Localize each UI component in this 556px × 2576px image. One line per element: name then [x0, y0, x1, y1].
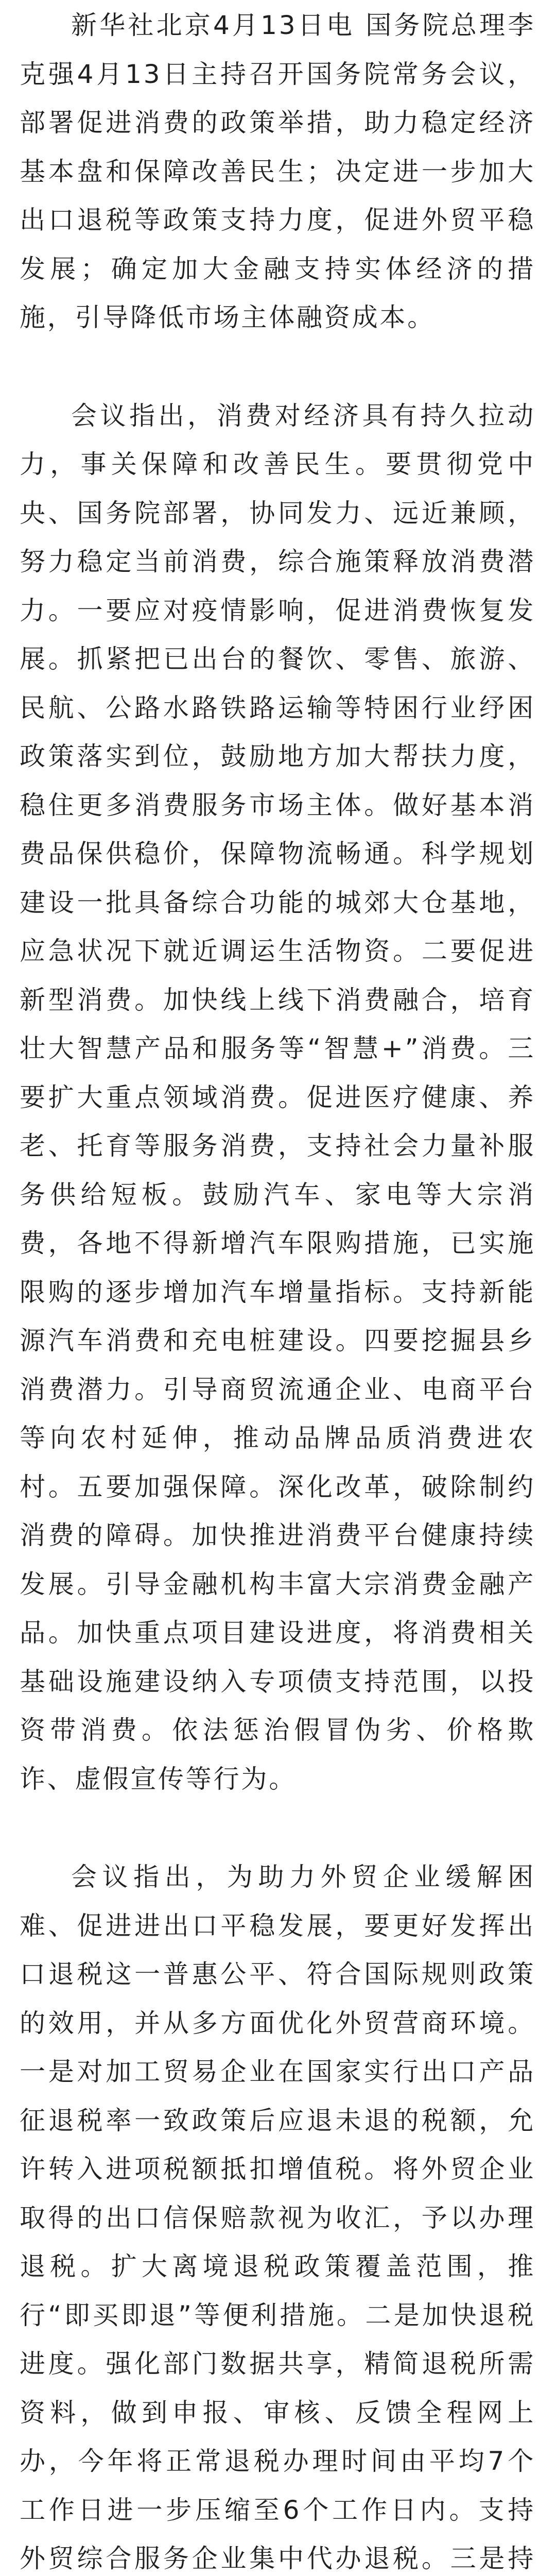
article-paragraph-consumption: 会议指出，消费对经济具有持久拉动力，事关保障和改善民生。要贯彻党中央、国务院部署，协同发力、远近兼顾，努力稳定当前消费，综合施策释放消费潜力。一要应对疫情影响，促进消费恢复发展。抓紧把已出台的餐饮、零售、旅游、民航、公路水路铁路运输等特困行业纾困政策落实到位，鼓励地方加大帮扶力度，稳住更多消费服务市场主体。做好基本消费品保供稳价，保障物流畅通。科学规划建设一批具备综合功能的城郊大仓基地，应急状况下就近调运生活物资。二要促进新型消费。加快线上线下消费融合，培育壮大智慧产品和服务等“智慧+”消费。三要扩大重点领域消费。促进医疗健康、养老、托育等服务消费，支持社会力量补服务供给短板。鼓励汽车、家电等大宗消费，各地不得新增汽车限购措施，已实施限购的逐步增加汽车增量指标。支持新能源汽车消费和充电桩建设。四要挖掘县乡消费潜力。引导商贸流通企业、电商平台等向农村延伸，推动品牌品质消费进农村。五要加强保障。深化改革，破除制约消费的障碍。加快推进消费平台健康持续发展。引导金融机构丰富大宗消费金融产品。加快重点项目建设进度，将消费相关基础设施建设纳入专项债支持范围，以投资带消费。依法惩治假冒伪劣、价格欺诈、虚假宣传等行为。 [20, 400, 535, 1794]
article-paragraph-export-tax-rebate: 会议指出，为助力外贸企业缓解困难、促进进出口平稳发展，要更好发挥出口退税这一普惠公平、符合国际规则政策的效用，并从多方面优化外贸营商环境。一是对加工贸易企业在国家实行出口产品征退税率一致政策后应退未退的税额，允许转入进项税额抵扣增值税。将外贸企业取得的出口信保赔款视为收汇，予以办理退税。扩大离境退税政策覆盖范围，推行“即买即退”等便利措施。二是加快退税进度。强化部门数据共享，精简退税所需资料，做到申报、审核、反馈全程网上办，今年将正常退税办理时间由平均7个工作日进一步压缩至6个工作日内。支持外贸综合服务企业集中代办退税。三是持 [20, 1862, 535, 2573]
news-article [20, 1, 535, 2576]
article-paragraph-lead: 新华社北京4月13日电 国务院总理李克强4月13日主持召开国务院常务会议，部署促进消费的政策举措，助力稳定经济基本盘和保障改善民生；决定进一步加大出口退税等政策支持力度，促进外贸平稳发展；确定加大金融支持实体经济的措施，引导降低市场主体融资成本。 [20, 10, 535, 332]
